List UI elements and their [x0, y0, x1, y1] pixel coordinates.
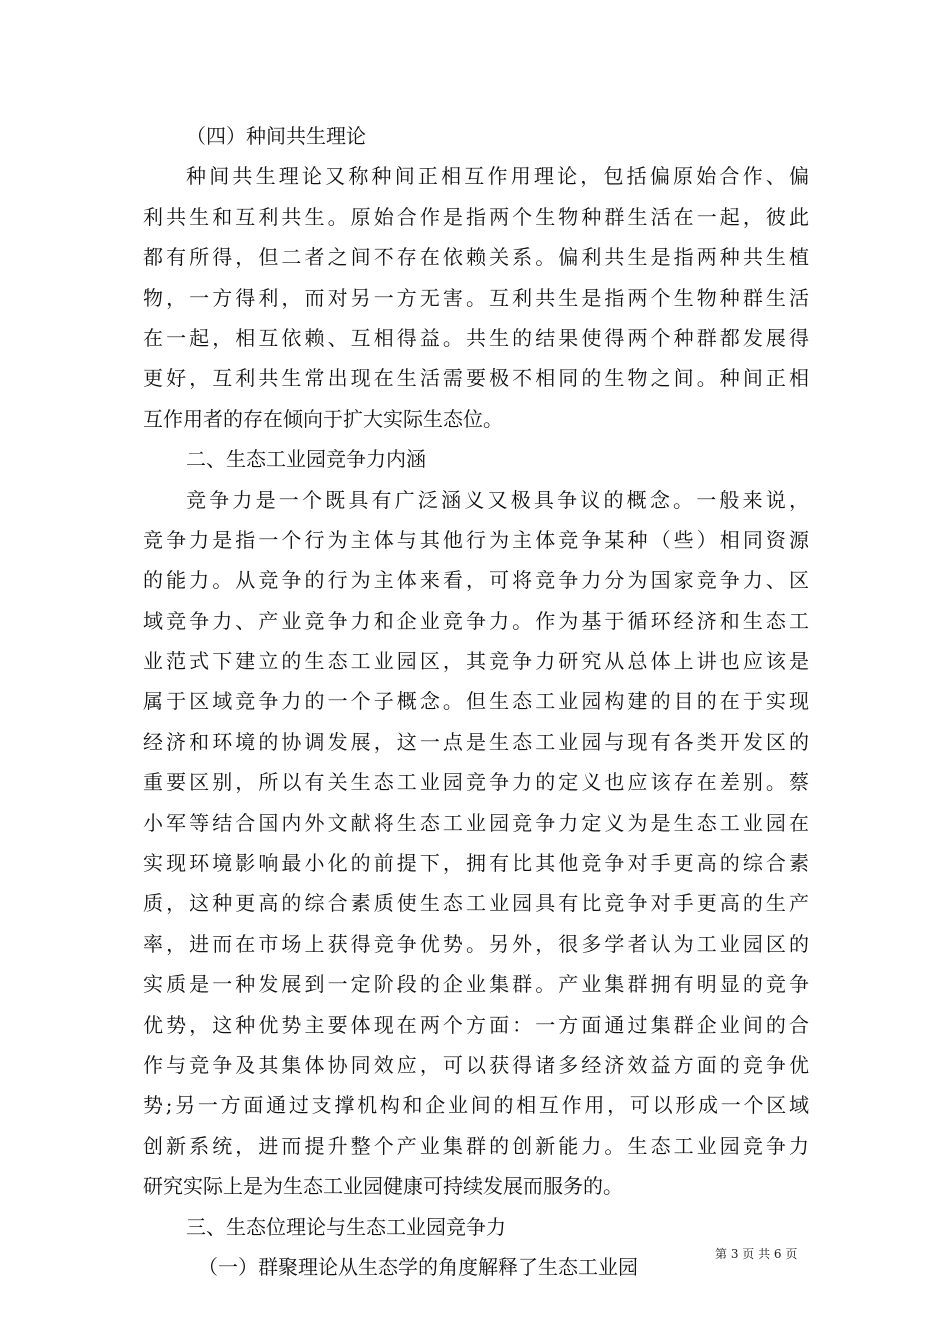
paragraph-line: 利共生和互利共生。原始合作是指两个生物种群生活在一起，彼此 [143, 204, 809, 229]
paragraph-line: 竞争力是指一个行为主体与其他行为主体竞争某种（些）相同资源 [143, 527, 809, 552]
paragraph-line: 竞争力是一个既具有广泛涵义又极具争议的概念。一般来说， [186, 487, 809, 512]
paragraph-line: 优势，这种优势主要体现在两个方面：一方面通过集群企业间的合 [143, 1012, 809, 1037]
paragraph-line: 率，进而在市场上获得竞争优势。另外，很多学者认为工业园区的 [143, 931, 809, 956]
paragraph-line: 小军等结合国内外文献将生态工业园竞争力定义为是生态工业园在 [143, 810, 809, 835]
paragraph-line: 都有所得，但二者之间不存在依赖关系。偏利共生是指两种共生植 [143, 245, 809, 270]
section-three-heading: 三、生态位理论与生态工业园竞争力 [186, 1214, 506, 1239]
paragraph-line: 种间共生理论又称种间正相互作用理论，包括偏原始合作、偏 [186, 164, 809, 189]
paragraph-line: 域竞争力、产业竞争力和企业竞争力。作为基于循环经济和生态工 [143, 608, 809, 633]
paragraph-line: 势;另一方面通过支撑机构和企业间的相互作用，可以形成一个区域 [143, 1093, 809, 1118]
paragraph-line: 实现环境影响最小化的前提下，拥有比其他竞争对手更高的综合素 [143, 851, 809, 876]
paragraph-line: 更好，互利共生常出现在生活需要极不相同的生物之间。种间正相 [143, 366, 809, 391]
paragraph-line: 属于区域竞争力的一个子概念。但生态工业园构建的目的在于实现 [143, 689, 809, 714]
section-four-heading: （四）种间共生理论 [186, 124, 366, 148]
paragraph-line: 实质是一种发展到一定阶段的企业集群。产业集群拥有明显的竞争 [143, 972, 809, 997]
subsection-one-heading: （一）群聚理论从生态学的角度解释了生态工业园 [198, 1254, 638, 1279]
paragraph-line: 经济和环境的协调发展，这一点是生态工业园与现有各类开发区的 [143, 729, 809, 754]
paragraph-line: 物，一方得利，而对另一方无害。互利共生是指两个生物种群生活 [143, 285, 809, 310]
paragraph-line: 互作用者的存在倾向于扩大实际生态位。 [143, 406, 503, 431]
section-two-heading: 二、生态工业园竞争力内涵 [186, 447, 426, 472]
paragraph-line: 作与竞争及其集体协同效应，可以获得诸多经济效益方面的竞争优 [143, 1052, 809, 1077]
document-body [143, 116, 809, 1287]
paragraph-competitiveness [143, 480, 809, 1207]
paragraph-line: 创新系统，进而提升整个产业集群的创新能力。生态工业园竞争力 [143, 1133, 809, 1158]
paragraph-line: 业范式下建立的生态工业园区，其竞争力研究从总体上讲也应该是 [143, 649, 809, 674]
paragraph-line: 重要区别，所以有关生态工业园竞争力的定义也应该存在差别。蔡 [143, 770, 809, 795]
paragraph-line: 的能力。从竞争的行为主体来看，可将竞争力分为国家竞争力、区 [143, 568, 809, 593]
paragraph-symbiosis-theory [143, 156, 809, 439]
page-number-footer: 第 3 页 共 6 页 [715, 1247, 798, 1261]
paragraph-line: 在一起，相互依赖、互相得益。共生的结果使得两个种群都发展得 [143, 325, 809, 350]
paragraph-line: 研究实际上是为生态工业园健康可持续发展而服务的。 [143, 1174, 623, 1199]
paragraph-line: 质，这种更高的综合素质使生态工业园具有比竞争对手更高的生产 [143, 891, 809, 916]
